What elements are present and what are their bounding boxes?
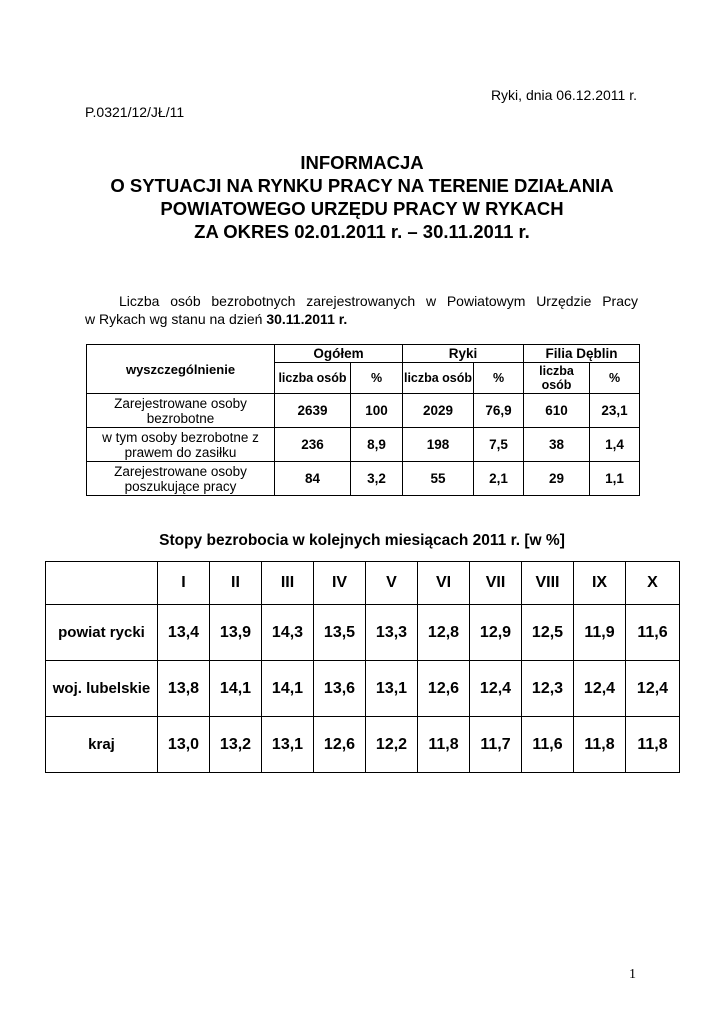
table-cell: 14,3 (262, 605, 314, 661)
page-number: 1 (629, 967, 636, 982)
table-cell: 13,8 (158, 661, 210, 717)
document-date: Ryki, dnia 06.12.2011 r. (490, 87, 637, 103)
table-cell: 11,8 (418, 717, 470, 773)
table-cell: 14,1 (210, 661, 262, 717)
table-cell: 12,2 (366, 717, 418, 773)
table-cell: 12,6 (418, 661, 470, 717)
table-cell: 13,4 (158, 605, 210, 661)
header-count: liczba osób (403, 363, 474, 394)
registered-unemployed-table (86, 344, 640, 496)
intro-date: 30.11.2011 r. (266, 311, 348, 327)
row-label: kraj (46, 717, 158, 773)
table-cell: 2639 (275, 394, 351, 428)
table-cell: 1,1 (590, 462, 640, 496)
table-cell: 38 (524, 428, 590, 462)
month-header: IX (574, 562, 626, 605)
table-cell: 100 (351, 394, 403, 428)
table-cell: 29 (524, 462, 590, 496)
table-cell: 13,0 (158, 717, 210, 773)
table-cell: 13,6 (314, 661, 366, 717)
table-cell: 23,1 (590, 394, 640, 428)
table-cell: 8,9 (351, 428, 403, 462)
table-cell: 198 (403, 428, 474, 462)
table-row (46, 717, 680, 773)
table-cell: 11,6 (626, 605, 680, 661)
table-cell: 12,9 (470, 605, 522, 661)
intro-line-2 (85, 310, 638, 328)
header-wyszczegolnienie: wyszczególnienie (87, 345, 275, 394)
header-group-ryki: Ryki (403, 345, 524, 363)
table-cell: 7,5 (474, 428, 524, 462)
table-cell: 13,1 (366, 661, 418, 717)
table-cell: 84 (275, 462, 351, 496)
title-line-3: POWIATOWEGO URZĘDU PRACY W RYKACH (160, 198, 564, 219)
table-row (87, 394, 640, 428)
table-cell: 236 (275, 428, 351, 462)
intro-paragraph (85, 292, 638, 328)
month-header: II (210, 562, 262, 605)
unemployment-rate-table (45, 561, 680, 773)
table-cell: 13,5 (314, 605, 366, 661)
table-cell: 13,2 (210, 717, 262, 773)
header-group-deblin: Filia Dęblin (524, 345, 640, 363)
table-cell: 12,8 (418, 605, 470, 661)
table-cell: 2029 (403, 394, 474, 428)
table-cell: 13,3 (366, 605, 418, 661)
table-cell: 12,4 (626, 661, 680, 717)
table-cell: 13,1 (262, 717, 314, 773)
header-percent: % (590, 363, 640, 394)
table-cell: 11,8 (626, 717, 680, 773)
title-line-1: INFORMACJA (300, 152, 424, 173)
table-cell: 11,6 (522, 717, 574, 773)
row-label: Zarejestrowane osoby poszukujące pracy (87, 462, 275, 496)
table-cell: 14,1 (262, 661, 314, 717)
corner-cell (46, 562, 158, 605)
table-cell: 1,4 (590, 428, 640, 462)
table-cell: 12,4 (574, 661, 626, 717)
month-header: X (626, 562, 680, 605)
month-header: VIII (522, 562, 574, 605)
row-label: Zarejestrowane osoby bezrobotne (87, 394, 275, 428)
intro-line-1: Liczba osób bezrobotnych zarejestrowanych w Powiatowym Urzędzie Pracy (119, 293, 638, 309)
table-cell: 11,7 (470, 717, 522, 773)
header-group-ogolem: Ogółem (275, 345, 403, 363)
unemployment-rate-title: Stopy bezrobocia w kolejnych miesiącach 2011 r. [w %] (159, 532, 565, 549)
table-row (46, 605, 680, 661)
table-cell: 12,5 (522, 605, 574, 661)
row-label: woj. lubelskie (46, 661, 158, 717)
table-cell: 610 (524, 394, 590, 428)
title-line-2: O SYTUACJI NA RYNKU PRACY NA TERENIE DZIAŁANIA (110, 175, 614, 196)
header-count: liczba osób (524, 363, 590, 394)
table-cell: 12,6 (314, 717, 366, 773)
header-count: liczba osób (275, 363, 351, 394)
table-cell: 55 (403, 462, 474, 496)
table-row (87, 428, 640, 462)
month-header: VII (470, 562, 522, 605)
document-title (60, 151, 664, 243)
table-cell: 11,8 (574, 717, 626, 773)
table-cell: 12,4 (470, 661, 522, 717)
row-label: powiat rycki (46, 605, 158, 661)
table-cell: 76,9 (474, 394, 524, 428)
table-row (87, 462, 640, 496)
row-label: w tym osoby bezrobotne z prawem do zasiłku (87, 428, 275, 462)
header-percent: % (474, 363, 524, 394)
reference-number: P.0321/12/JŁ/11 (85, 104, 185, 120)
table-cell: 11,9 (574, 605, 626, 661)
title-line-4: ZA OKRES 02.01.2011 r. – 30.11.2011 r. (194, 221, 530, 242)
month-header: I (158, 562, 210, 605)
table-cell: 2,1 (474, 462, 524, 496)
table-cell: 13,9 (210, 605, 262, 661)
month-header: VI (418, 562, 470, 605)
month-header: III (262, 562, 314, 605)
header-percent: % (351, 363, 403, 394)
table-cell: 12,3 (522, 661, 574, 717)
table-cell: 3,2 (351, 462, 403, 496)
table-row (46, 661, 680, 717)
month-header: IV (314, 562, 366, 605)
month-header: V (366, 562, 418, 605)
intro-line-2-text: w Rykach wg stanu na dzień (85, 311, 267, 327)
